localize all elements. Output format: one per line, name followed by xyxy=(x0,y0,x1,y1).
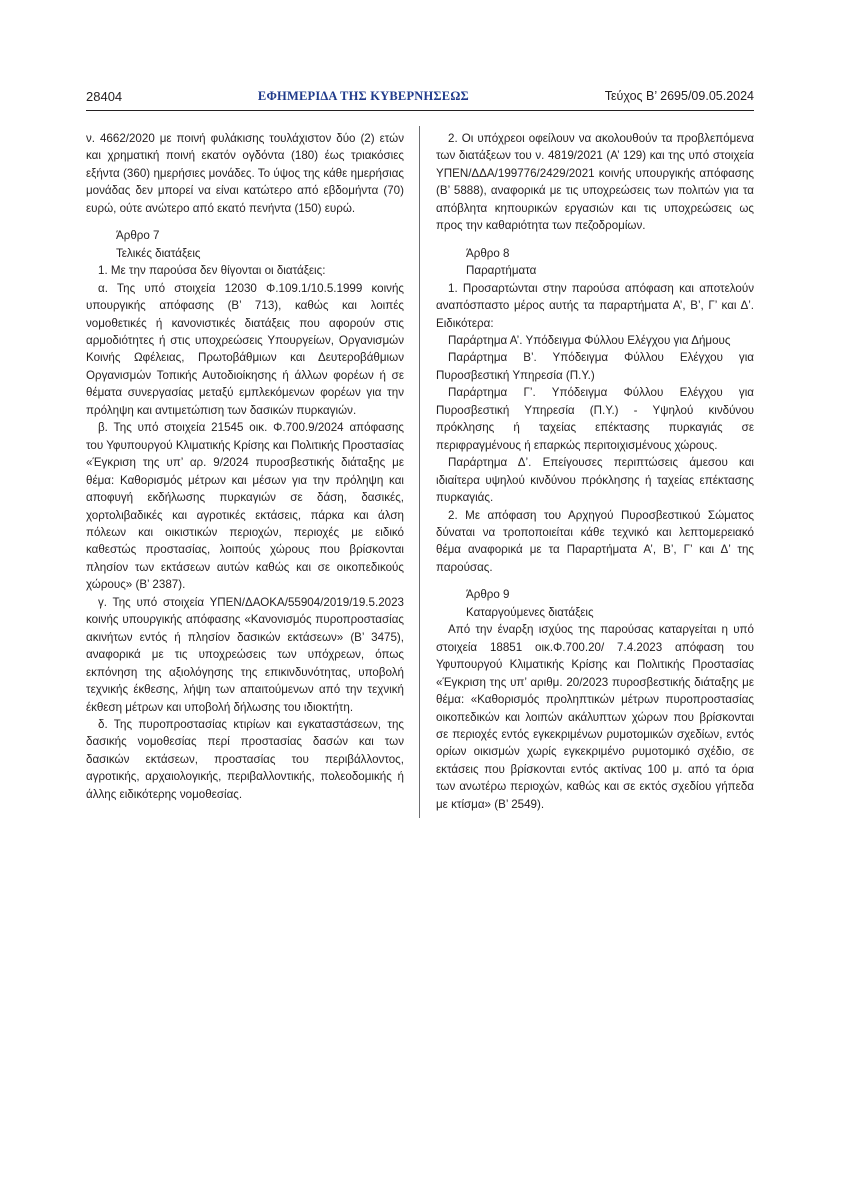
article-7-title: Τελικές διατάξεις xyxy=(116,246,201,260)
article-7-item-d: δ. Της πυροπροστασίας κτιρίων και εγκαταστάσεων, της δασικής νομοθεσίας περί προστασίας δασών και των δασικών εκτάσεων, προστασίας του περιβάλλοντος, αγροτικής, αρχαιολογικής, περιβαλλοντικής, πολεοδομικής ή άλλης ειδικότερης νομοθεσίας. xyxy=(86,717,404,801)
article-7-item-a: α. Της υπό στοιχεία 12030 Φ.109.1/10.5.1999 κοινής υπουργικής απόφασης (Β’ 713), καθώς και λοιπές νομοθετικές ή κανονιστικές διατάξεις που αφορούν στις αρμοδιότητες ή στις υποχρεώσεις Υπουργείων, Οργανισμών Κοινής Ωφέλειας, Πρωτοβάθμιων και Δευτεροβάθμιων Οργανισμών Τοπικής Αυτοδιοίκησης ή άλλων φορέων ή σε θέματα συνεργασίας μεταξύ εμπλεκόμενων φορέων για την πρόληψη και αντιμετώπιση των δασικών πυρκαγιών. xyxy=(86,281,404,417)
article-8-paragraph-1: 1. Προσαρτώνται στην παρούσα απόφαση και αποτελούν αναπόσπαστο μέρος αυτής τα παραρτήματα Α’, Β’, Γ’ και Δ’. Ειδικότερα: xyxy=(436,281,754,330)
page-number: 28404 xyxy=(86,88,123,104)
right-column xyxy=(436,130,754,813)
continued-paragraph: ν. 4662/2020 με ποινή φυλάκισης τουλάχιστον δύο (2) ετών και χρηματική ποινή εκατόν ογδόντα (180) έως τριακόσιες εξήντα (360) ημερήσιες μονάδες. Το ύψος της κάθε ημερήσιας μονάδας δεν μπορεί να είναι κατώτερο από εβδομήντα (70) ευρώ, ούτε ανώτερο από εκατό πενήντα (150) ευρώ. xyxy=(86,132,404,215)
article-9-title: Καταργούμενες διατάξεις xyxy=(466,605,594,619)
article-7-item-b: β. Της υπό στοιχεία 21545 οικ. Φ.700.9/2024 απόφασης του Υφυπουργού Κλιματικής Κρίσης και Πολιτικής Προστασίας «Έγκριση της υπ’ αρ. 9/2024 πυροσβεστικής διάταξης με θέμα: Καθορισμός μέτρων και μέσων για την πρόληψη και αποφυγή εκδήλωσης πυρκαγιών σε δάση, δασικές, χορτολιβαδικές και αγροτικές εκτάσεις, πάρκα και άλση πόλεων και οικιστικών περιοχών, περιοχές με ειδικό καθεστώς προστασίας, λοιπούς χώρους που βρίσκονται πλησίον των εκτάσεων αυτών καθώς και σε οικοπεδικούς χώρους» (Β’ 2387). xyxy=(86,421,404,592)
article-7-paragraph-1: 1. Με την παρούσα δεν θίγονται οι διατάξεις: xyxy=(98,264,326,278)
annex-a-item: Παράρτημα Α’. Υπόδειγμα Φύλλου Ελέγχου για Δήμους xyxy=(448,333,731,347)
article-8-title: Παραρτήματα xyxy=(466,264,537,278)
page-header xyxy=(86,86,754,106)
left-column xyxy=(86,130,404,803)
article-8-number: Άρθρο 8 xyxy=(466,246,510,260)
annex-d-item: Παράρτημα Δ’. Επείγουσες περιπτώσεις άμεσου και ιδιαίτερα υψηλού κινδύνου πρόκλησης ή ταχείας επέκτασης πυρκαγιάς. xyxy=(436,456,754,505)
annex-b-item: Παράρτημα Β’. Υπόδειγμα Φύλλου Ελέγχου για Πυροσβεστική Υπηρεσία (Π.Υ.) xyxy=(436,351,754,382)
issue-reference: Τεύχος B’ 2695/09.05.2024 xyxy=(604,89,754,103)
header-rule xyxy=(86,110,754,111)
article-9-paragraph-1: Από την έναρξη ισχύος της παρούσας καταργείται η υπό στοιχεία 18851 οικ.Φ.700.20/ 7.4.2023 απόφαση του Υφυπουργού Κλιματικής Κρίσης και Πολιτικής Προστασίας «Έγκριση της υπ’ αριθμ. 20/2023 πυροσβεστικής διάταξης με θέμα: «Καθορισμός προληπτικών μέτρων πυροπροστασίας οικοπεδικών και λοιπών ακάλυπτων χώρων που βρίσκονται σε περιοχές εντός εγκεκριμένων ρυμοτομικών σχεδίων, εντός ορίων οικισμών χωρίς εγκεκριμένο ρυμοτομικό σχέδιο, σε εκτάσεις που βρίσκονται εντός ακτίνας 100 μ. από τα όρια των ανωτέρω περιοχών, καθώς και σε εκτός σχεδίου γήπεδα με κτίσμα» (Β’ 2549). xyxy=(436,623,754,811)
article-7-item-c: γ. Της υπό στοιχεία ΥΠΕΝ/ΔΑΟΚΑ/55904/2019/19.5.2023 κοινής υπουργικής απόφασης «Κανονισμός πυροπροστασίας ακινήτων εντός ή πλησίον δασικών εκτάσεων» (Β’ 3475), αναφορικά με τις υποχρεώσεις των υπόχρεων, όπως εκπόνηση της αξιολόγησης της επικινδυνότητας, υποβολή τεχνικής έκθεσης, λήψη των απαιτούμενων από την τεχνική έκθεση μέτρων και υποβολή δήλωσης του ιδιοκτήτη. xyxy=(86,595,404,714)
annex-c-item: Παράρτημα Γ’. Υπόδειγμα Φύλλου Ελέγχου για Πυροσβεστική Υπηρεσία (Π.Υ.) - Υψηλού κινδύνου πρόκλησης ή ταχείας επέκτασης πυρκαγιάς σε περιφραγμένους ή επαρκώς περιτοιχισμένους χώρους. xyxy=(436,386,754,452)
article-7-number: Άρθρο 7 xyxy=(116,229,160,243)
article-7-paragraph-2: 2. Οι υπόχρεοι οφείλουν να ακολουθούν τα προβλεπόμενα των διατάξεων του ν. 4819/2021 (Α’ 129) και της υπό στοιχεία ΥΠΕΝ/ΔΔΑ/199776/2429/2021 κοινής υπουργικής απόφασης (Β’ 5888), αναφορικά με τις υποχρεώσεις των πολιτών για τα απόβλητα κηπουρικών εργασιών και τις υποχρεώσεις ως προς την καθαριότητα των πεζοδρομίων. xyxy=(436,132,754,233)
column-divider xyxy=(419,126,420,818)
gazette-masthead: ΕΦΗΜΕΡΙΔΑ ΤΗΣ ΚΥΒΕΡΝΗΣΕΩΣ xyxy=(257,88,469,103)
article-8-paragraph-2: 2. Με απόφαση του Αρχηγού Πυροσβεστικού Σώματος δύναται να τροποποιείται κάθε τεχνικό και λεπτομερειακό θέμα αναφορικά με τα Παραρτήματα Α’, Β’, Γ’ και Δ’ της παρούσας. xyxy=(436,508,754,574)
article-9-number: Άρθρο 9 xyxy=(466,588,510,602)
